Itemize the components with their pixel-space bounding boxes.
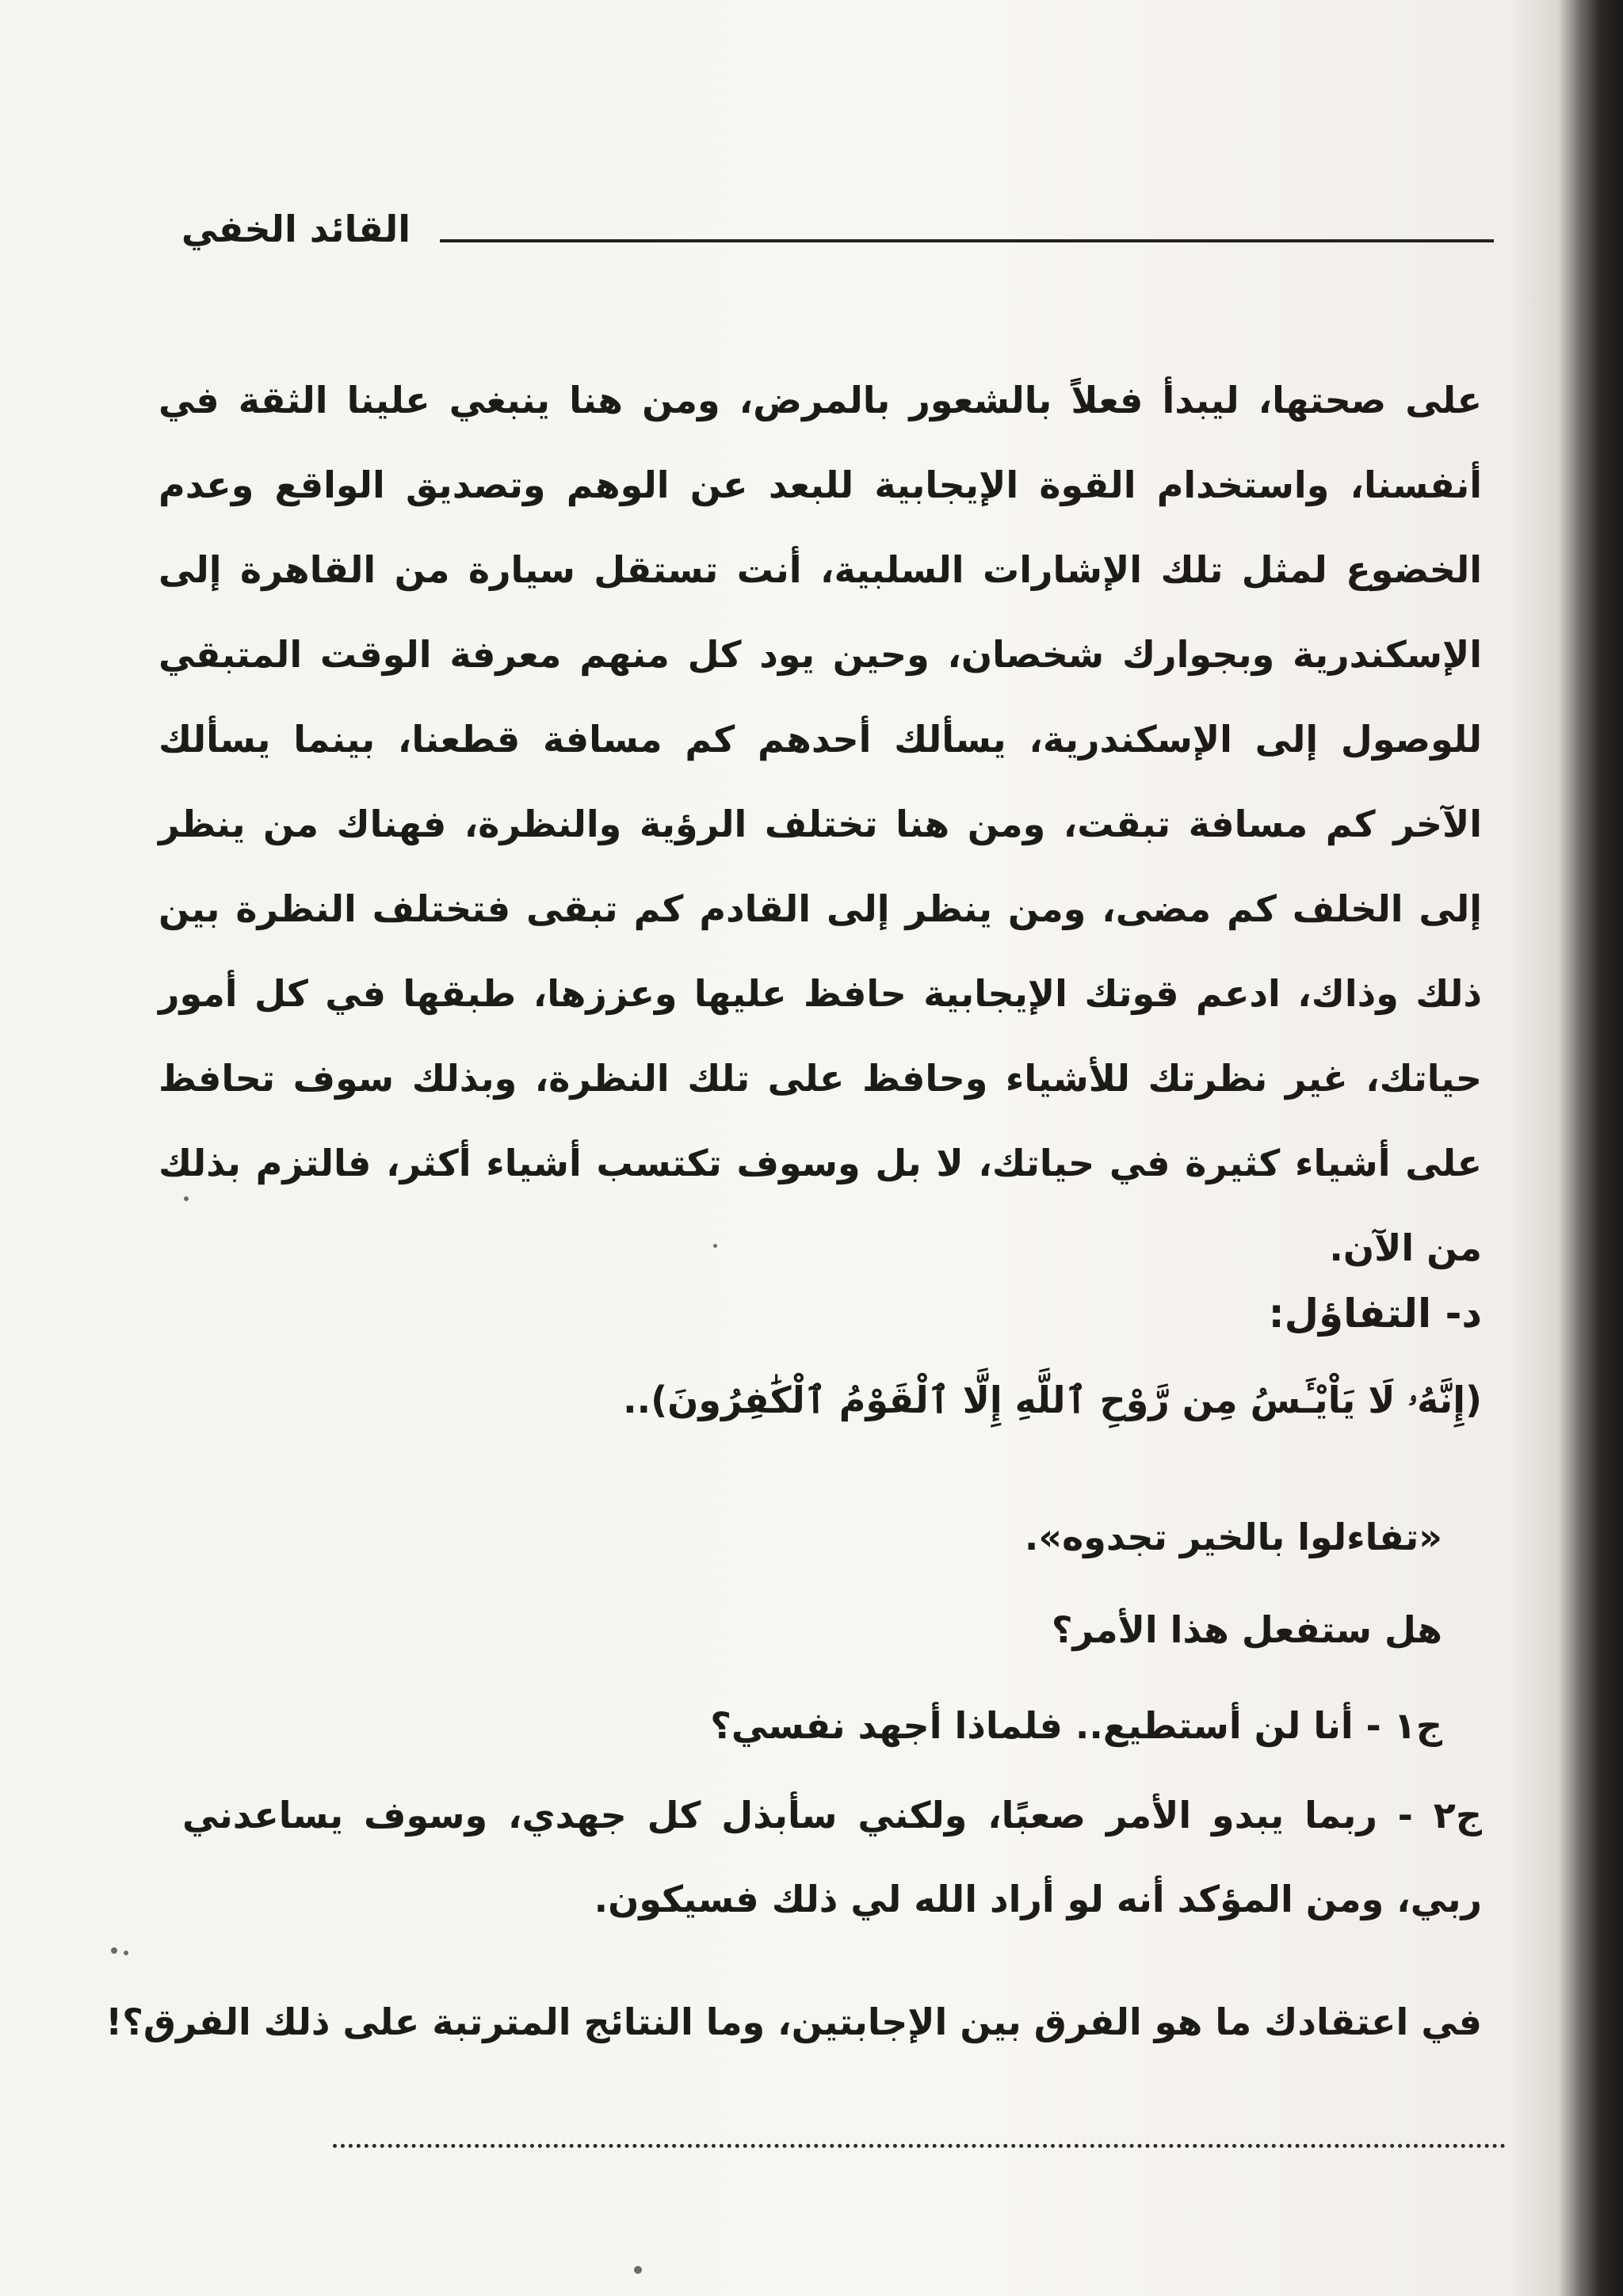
answer-2-block [182, 1773, 1482, 1941]
page-speck [124, 1951, 128, 1955]
header-rule [440, 239, 1494, 242]
answer-1-block [158, 1684, 1442, 1768]
body-paragraph: على صحتها، ليبدأ فعلاً بالشعور بالمرض، ومن هنا ينبغي علينا الثقة في أنفسنا، واستخدام القوة الإيجابية للبعد عن الوهم وتصديق الواقع وعدم الخضوع لمثل تلك الإشارات السلبية، أنت تستقل سيارة من القاهرة إلى الإسكندرية وبجوارك شخصان، وحين يود كل منهم معرفة الوقت المتبقي للوصول إلى الإسكندرية، يسألك أحدهم كم مسافة قطعنا، بينما يسألك الآخر كم مسافة تبقت، ومن هنا تختلف الرؤية والنظرة، فهناك من ينظر إلى الخلف كم مضى، ومن ينظر إلى القادم كم تبقى فتختلف النظرة بين ذلك وذاك، ادعم قوتك الإيجابية حافظ عليها وعززها، طبقها في كل أمور حياتك، غير نظرتك للأشياء وحافظ على تلك النظرة، وبذلك سوف تحافظ على أشياء كثيرة في حياتك، لا بل وسوف تكتسب أشياء أكثر، فالتزم بذلك من الآن. [158, 379, 1482, 1269]
question-text: هل ستفعل هذا الأمر؟ [1051, 1608, 1442, 1651]
hadith-quote: «تفاءلوا بالخير تجدوه». [1024, 1516, 1442, 1558]
hadith-block [158, 1495, 1442, 1580]
quran-verse: (إِنَّهُۥ لَا يَاْيْـَٔسُ مِن رَّوْحِ ٱللَّهِ إِلَّا ٱلْقَوْمُ ٱلْكَٰفِرُونَ).. [623, 1379, 1482, 1421]
answer-dotted-line [333, 2144, 1506, 2148]
question-block [158, 1588, 1442, 1672]
section-heading-block [158, 1272, 1482, 1356]
reflection-prompt: في اعتقادك ما هو الفرق بين الإجابتين، وما النتائج المترتبة على ذلك الفرق؟! [105, 2000, 1482, 2043]
prompt-block [105, 1980, 1482, 2065]
body-paragraph-block [158, 358, 1482, 1291]
page-speck [634, 2266, 642, 2274]
answer-2-text: ج٢ - ربما يبدو الأمر صعبًا، ولكني سأبذل كل جهدي، وسوف يساعدني ربي، ومن المؤكد أنه لو أراد الله لي ذلك فسيكون. [182, 1794, 1482, 1920]
section-heading: د- التفاؤل: [1268, 1291, 1482, 1337]
page-speck [184, 1196, 189, 1201]
answer-1-text: ج١ - أنا لن أستطيع.. فلماذا أجهد نفسي؟ [710, 1704, 1442, 1747]
page-speck [111, 1947, 117, 1954]
running-head-title: القائد الخفي [181, 208, 411, 250]
page-speck [713, 1244, 717, 1248]
quran-verse-block [158, 1358, 1482, 1443]
